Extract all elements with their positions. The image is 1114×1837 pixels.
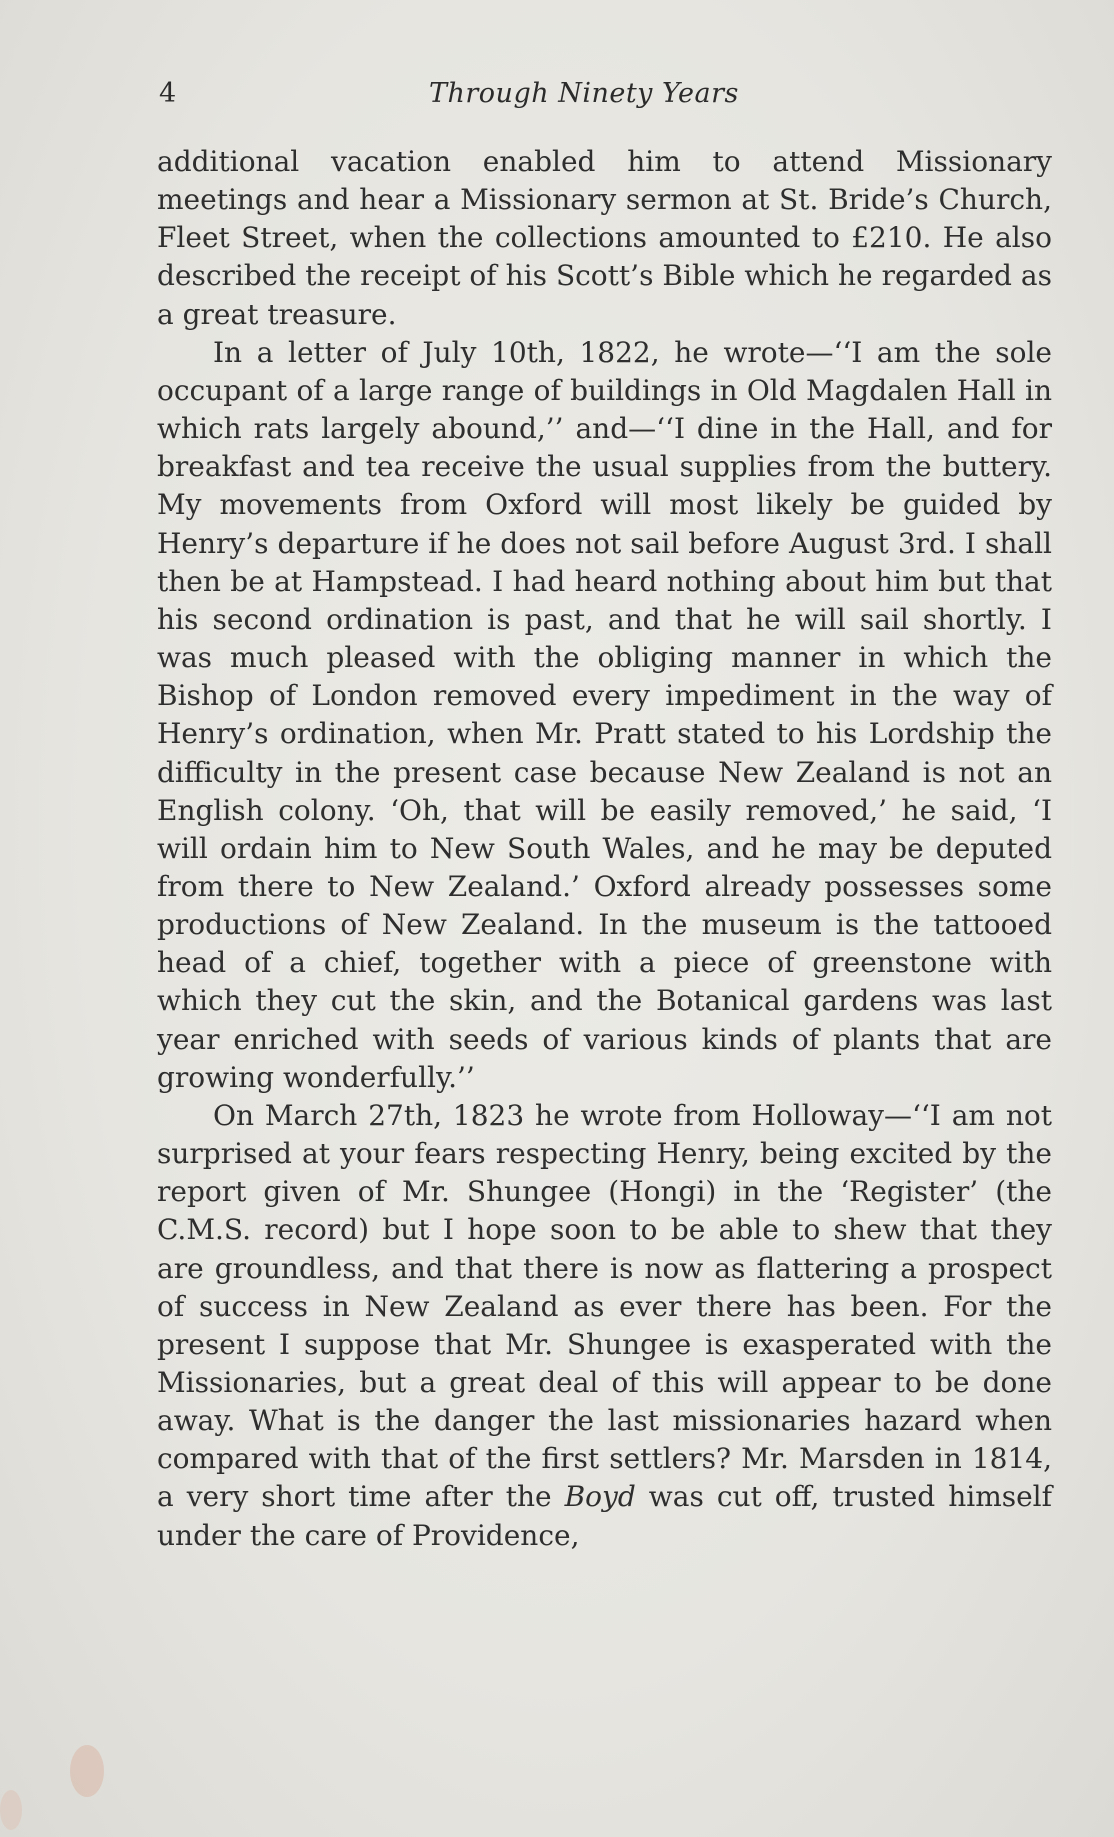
paragraph-text: additional vacation enabled him to attend Missionary meetings and hear a Missionary sermon at St. Bride’s Church, Fleet Street, when the collections amounted to £210. He also described the receipt of his Scott’s Bible which he regarded as a great treasure. xyxy=(157,145,1052,331)
paragraph-text: On March 27th, 1823 he wrote from Holloway—‘‘I am not surprised at your fears respecting Henry, being excited by the report given of Mr. Shungee (Hongi) in the ‘Register’ (the C.M.S. record) but I hope soon to be able to shew that they are groundless, and that there is now as flattering a prospect of success in New Zealand as ever there has been. For the present I suppose that Mr. Shungee is exasperated with the Missionaries, but a great deal of this will appear to be done away. What is the danger the last missionaries hazard when compared with that of the first settlers? Mr. Marsden in 1814, a very short time after the xyxy=(157,1098,1052,1514)
paragraph xyxy=(157,334,1052,1097)
page-number: 4 xyxy=(159,78,177,109)
paper-stain xyxy=(70,1745,104,1797)
running-title: Through Ninety Years xyxy=(429,78,739,109)
paper-stain xyxy=(0,1790,22,1830)
paragraph-text: was cut off, trusted himself under the care of Providence, xyxy=(157,1480,1053,1552)
body-text xyxy=(157,143,1052,1555)
paragraph xyxy=(157,143,1052,334)
italic-text: Boyd xyxy=(564,1480,636,1514)
running-head xyxy=(159,78,1049,124)
paragraph xyxy=(157,1097,1052,1555)
paragraph-text: In a letter of July 10th, 1822, he wrote—‘‘I am the sole occupant of a large range of buildings in Old Magdalen Hall in which rats largely abound,’’ and—‘‘I dine in the Hall, and for breakfast and tea receive the usual supplies from the buttery. My movements from Oxford will most likely be guided by Henry’s departure if he does not sail before August 3rd. I shall then be at Hampstead. I had heard nothing about him but that his second ordination is past, and that he will sail shortly. I was much pleased with the obliging manner in which the Bishop of London removed every impediment in the way of Henry’s ordination, when Mr. Pratt stated to his Lordship the difficulty in the present case because New Zealand is not an English colony. ‘Oh, that will be easily removed,’ he said, ‘I will ordain him to New South Wales, and he may be deputed from there to New Zealand.’ Oxford already possesses some productions of New Zealand. In the museum is the tattooed head of a chief, together with a piece of greenstone with which they cut the skin, and the Botanical gardens was last year enriched with seeds of various kinds of plants that are growing wonderfully.’’ xyxy=(157,335,1052,1094)
